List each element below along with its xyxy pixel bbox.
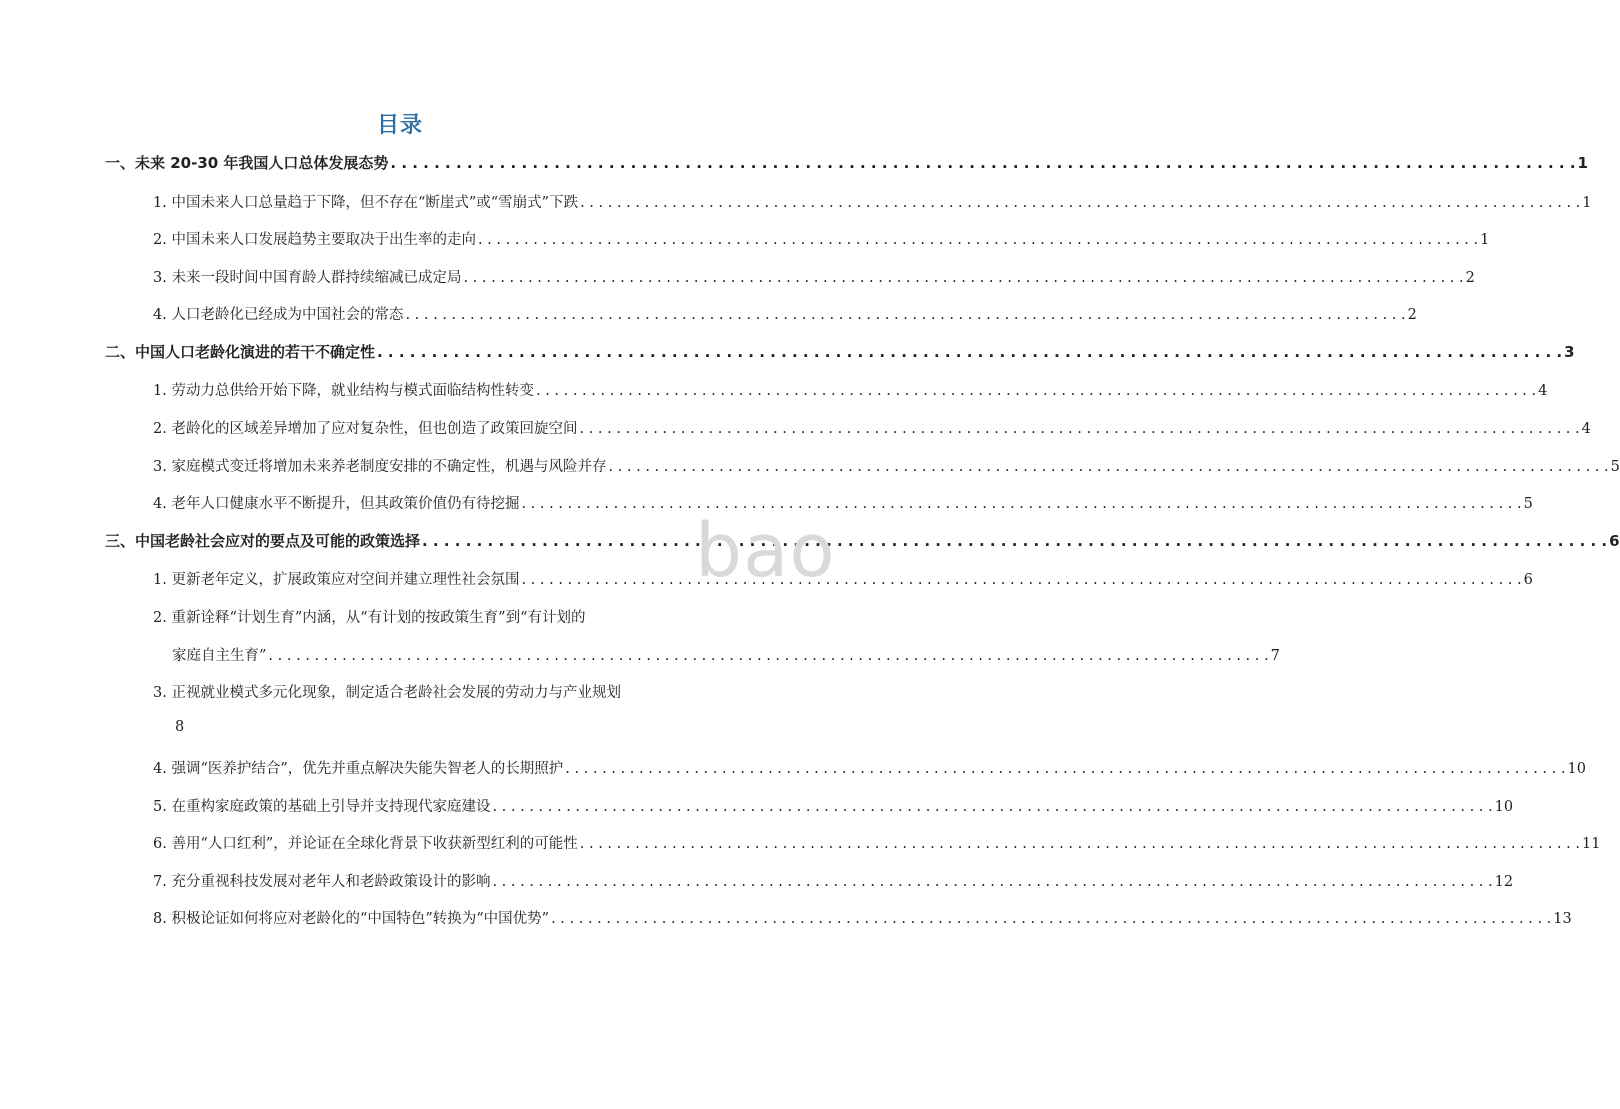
dot-leader xyxy=(492,874,1492,890)
dot-leader xyxy=(390,154,1575,172)
toc-entry-2-2[interactable] xyxy=(153,417,1591,438)
dot-leader xyxy=(422,532,1607,550)
dot-leader xyxy=(536,383,1536,399)
toc-page-number: 4 xyxy=(1538,383,1548,399)
toc-entry-3-4[interactable] xyxy=(153,757,1586,778)
toc-entry-3-1[interactable] xyxy=(153,568,1533,589)
toc-entry-3-2-continued[interactable] xyxy=(172,644,1280,665)
toc-entry-3-3[interactable]: 3. 正视就业模式多元化现象，制定适合老龄社会发展的劳动力与产业规划 xyxy=(153,685,621,701)
toc-page-number: 7 xyxy=(1270,648,1280,664)
toc-page-number: 5 xyxy=(1523,496,1533,512)
toc-section-3[interactable] xyxy=(105,530,1620,551)
toc-section-1[interactable] xyxy=(105,152,1588,173)
toc-page-number: 2 xyxy=(1465,270,1475,286)
toc-entry-3-6[interactable] xyxy=(153,832,1601,853)
dot-leader xyxy=(608,459,1608,475)
toc-entry-2-3[interactable] xyxy=(153,455,1620,476)
dot-leader xyxy=(478,232,1478,248)
toc-section-2[interactable] xyxy=(105,341,1575,362)
toc-page-number: 8 xyxy=(175,719,185,735)
toc-page-number: 12 xyxy=(1494,874,1514,890)
toc-entry-3-5[interactable] xyxy=(153,795,1514,816)
toc-page-number: 2 xyxy=(1407,307,1417,323)
toc-entry-text: 2. 中国未来人口发展趋势主要取决于出生率的走向 xyxy=(153,232,476,248)
toc-entry-2-4[interactable] xyxy=(153,492,1533,513)
toc-page-number: 1 xyxy=(1582,195,1592,211)
toc-entry-text: 8. 积极论证如何将应对老龄化的“中国特色”转换为“中国优势” xyxy=(153,911,550,927)
toc-title: 目录 xyxy=(376,113,423,138)
dot-leader xyxy=(580,195,1580,211)
toc-page-number: 3 xyxy=(1564,343,1575,361)
toc-entry-text: 三、中国老龄社会应对的要点及可能的政策选择 xyxy=(105,532,421,550)
toc-entry-text: 家庭自主生育” xyxy=(172,648,267,664)
dot-leader xyxy=(565,761,1565,777)
dot-leader xyxy=(377,343,1562,361)
toc-entry-1-1[interactable] xyxy=(153,191,1592,212)
toc-entry-text: 3. 家庭模式变迁将增加未来养老制度安排的不确定性，机遇与风险并存 xyxy=(153,459,607,475)
toc-entry-text: 6. 善用“人口红利”，并论证在全球化背景下收获新型红利的可能性 xyxy=(153,836,578,852)
toc-entry-text: 4. 人口老龄化已经成为中国社会的常态 xyxy=(153,307,404,323)
dot-leader xyxy=(492,799,1492,815)
toc-entry-text: 4. 老年人口健康水平不断提升，但其政策价值仍有待挖掘 xyxy=(153,496,520,512)
toc-entry-3-2[interactable]: 2. 重新诠释“计划生育”内涵，从“有计划的按政策生育”到“有计划的 xyxy=(153,610,586,626)
toc-entry-text: 3. 未来一段时间中国育龄人群持续缩减已成定局 xyxy=(153,270,462,286)
toc-page-number: 5 xyxy=(1610,459,1620,475)
toc-entry-1-2[interactable] xyxy=(153,228,1490,249)
toc-entry-2-1[interactable] xyxy=(153,379,1548,400)
toc-entry-text: 1. 更新老年定义，扩展政策应对空间并建立理性社会氛围 xyxy=(153,572,520,588)
dot-leader xyxy=(405,307,1405,323)
toc-page-number: 1 xyxy=(1577,154,1588,172)
toc-entry-text: 一、未来 20-30 年我国人口总体发展态势 xyxy=(105,154,389,172)
toc-entry-text: 二、中国人口老龄化演进的若干不确定性 xyxy=(105,343,376,361)
dot-leader xyxy=(551,911,1551,927)
toc-entry-3-7[interactable] xyxy=(153,870,1514,891)
toc-entry-1-3[interactable] xyxy=(153,266,1475,287)
toc-page-number: 10 xyxy=(1494,799,1514,815)
toc-page-number: 6 xyxy=(1609,532,1620,550)
dot-leader xyxy=(579,421,1579,437)
dot-leader xyxy=(521,572,1521,588)
toc-page-number: 10 xyxy=(1567,761,1586,777)
dot-leader xyxy=(463,270,1463,286)
toc-entry-text: 4. 强调“医养护结合”，优先并重点解决失能失智老人的长期照护 xyxy=(153,761,564,777)
toc-entry-text: 1. 劳动力总供给开始下降，就业结构与模式面临结构性转变 xyxy=(153,383,534,399)
dot-leader xyxy=(580,836,1580,852)
toc-entry-text: 2. 老龄化的区域差异增加了应对复杂性，但也创造了政策回旋空间 xyxy=(153,421,578,437)
toc-entry-text: 1. 中国未来人口总量趋于下降，但不存在“断崖式”或“雪崩式”下跌 xyxy=(153,195,579,211)
toc-entry-text: 7. 充分重视科技发展对老年人和老龄政策设计的影响 xyxy=(153,874,491,890)
dot-leader xyxy=(268,648,1268,664)
toc-page-number: 4 xyxy=(1581,421,1591,437)
toc-entry-3-8[interactable] xyxy=(153,907,1572,928)
toc-entry-1-4[interactable] xyxy=(153,303,1417,324)
toc-page-number: 11 xyxy=(1581,836,1601,852)
dot-leader xyxy=(521,496,1521,512)
toc-page-number: 13 xyxy=(1553,911,1572,927)
toc-page-number: 6 xyxy=(1523,572,1533,588)
toc-page-number: 1 xyxy=(1480,232,1490,248)
watermark: bao xyxy=(695,508,836,594)
toc-entry-text: 5. 在重构家庭政策的基础上引导并支持现代家庭建设 xyxy=(153,799,491,815)
